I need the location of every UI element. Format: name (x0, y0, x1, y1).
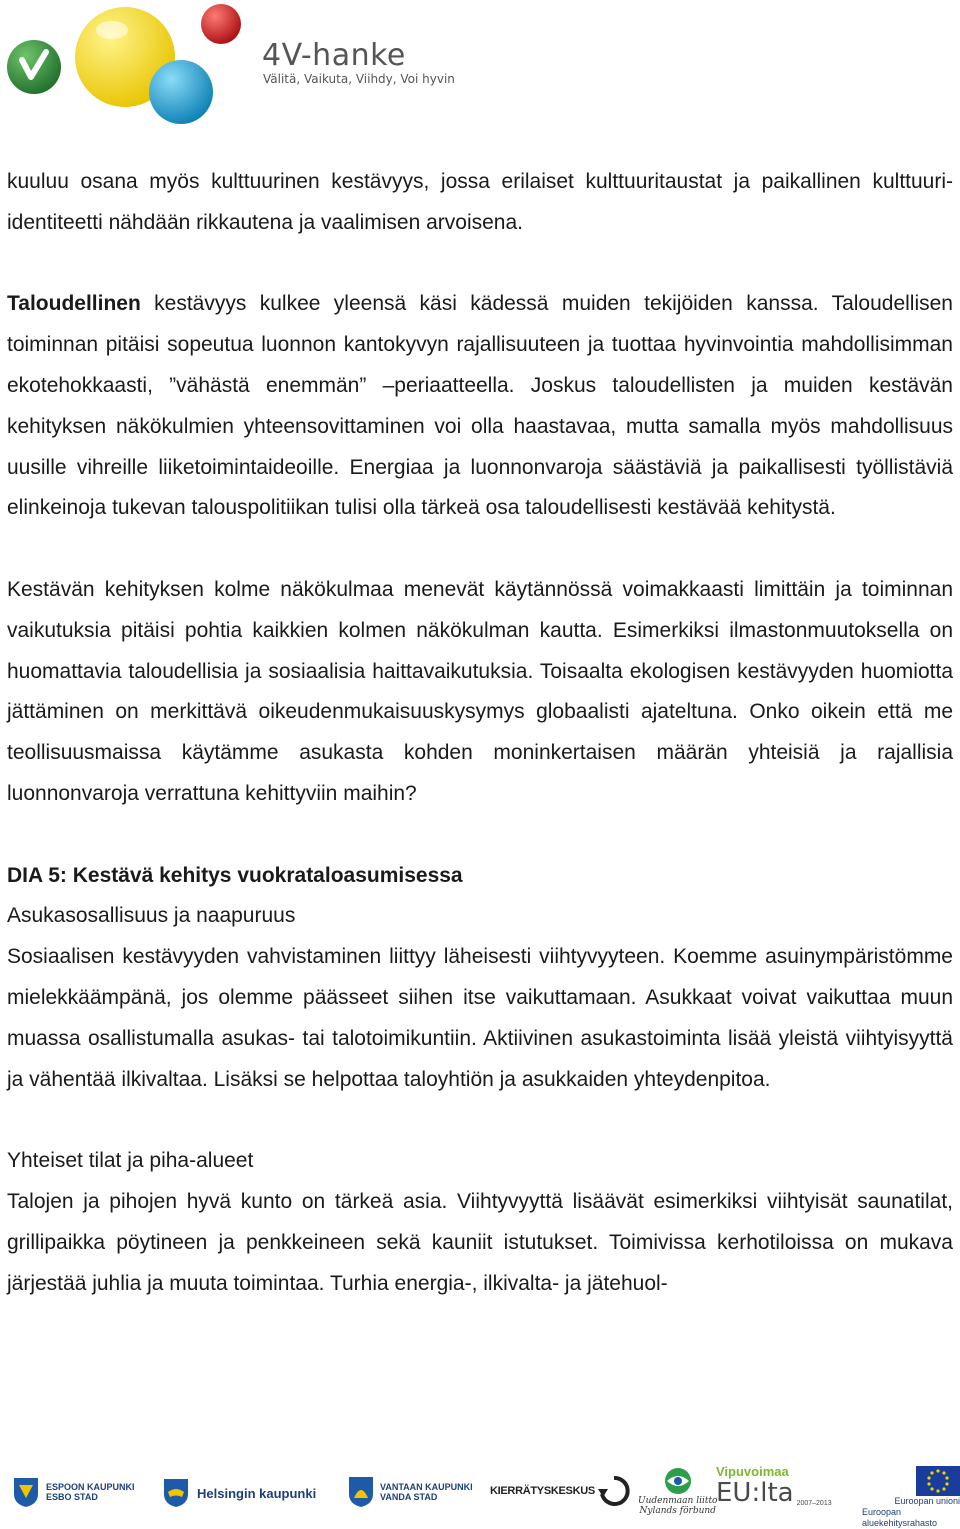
vantaa-name: VANTAAN KAUPUNKI (380, 1482, 473, 1492)
espoo-crest-icon (12, 1476, 40, 1508)
4v-logo-balls (0, 0, 250, 128)
kierratyskeskus-logo (490, 1474, 631, 1508)
eu-name: Euroopan unioni (894, 1496, 960, 1506)
paragraph-social-sustainability: Sosiaalisen kestävyyden vahvistaminen liittyy läheisesti viihtyvyyteen. Koemme asuinympäristömme mielekkäämpänä, jos olemme päässeet siihen itse vaikuttamaan. Asukkaat voivat vaikuttaa muun muassa osallistumalla asukas- tai talotoimikuntiin. Aktiivinen asukastoiminta lisää yleistä viihtyisyyttä ja vähentää ilkivaltaa. Lisäksi se helpottaa taloyhtiön ja asukkaiden yhteydenpitoa. (7, 945, 953, 1091)
document-body (7, 162, 953, 1304)
vantaa-crest-icon (348, 1476, 374, 1508)
paragraph-buildings-yards: Talojen ja pihojen hyvä kunto on tärkeä asia. Viihtyvyyttä lisäävät esimerkiksi viihtyisät saunatilat, grillipaikka pöytineen ja penkkeineen sekä kauniit istutukset. Toimivissa kerhotiloissa on mukava järjestää juhlia ja muuta toimintaa. Turhia energia-, ilkivalta- ja jätehuol- (7, 1189, 953, 1295)
espoo-name-sv: ESBO STAD (46, 1492, 98, 1502)
vipuvoimaa-text: Vipuvoimaa (716, 1464, 789, 1479)
partner-logos-footer (0, 1458, 960, 1526)
uudenmaan-liitto-logo (638, 1466, 717, 1516)
recycle-arrows-icon (597, 1474, 631, 1508)
nylands-forbund-name: Nylands förbund (639, 1506, 716, 1516)
paragraph-three-perspectives: Kestävän kehityksen kolme näkökulmaa menevät käytännössä voimakkaasti limittäin ja toiminnan vaikutuksia pitäisi pohtia kaikkien kolmen näkökulman kautta. Esimerkiksi ilmastonmuutoksella on huomattavia taloudellisia ja sosiaalisia haittavaikutuksia. Toisaalta ekologisen kestävyyden huomiotta jättäminen on merkittävä oikeudenmukaisuuskysymys globaalisti ajateltuna. Onko oikein että me teollisuusmaissa käytämme asukasta kohden moninkertaisen määrän yhteisiä ja rajallisia luonnonvaroja verrattuna kehittyviin maihin? (7, 577, 953, 805)
brand-title: 4V-hanke (262, 38, 406, 73)
espoo-name: ESPOON KAUPUNKI (46, 1482, 135, 1492)
helsinki-crest-icon (163, 1478, 189, 1508)
vantaa-logo (348, 1476, 473, 1508)
vantaa-name-sv: VANDA STAD (380, 1492, 438, 1502)
erdf-name: Euroopan aluekehitysrahasto (862, 1507, 938, 1528)
brand-tagline: Välitä, Vaikuta, Viihdy, Voi hyvin (263, 72, 455, 86)
paragraph-economic-sustainability (7, 284, 953, 529)
subheading-resident-participation: Asukasosallisuus ja naapuruus (7, 904, 296, 928)
eulta-years: 2007–2013 (796, 1500, 832, 1507)
eu-flag-icon (916, 1466, 960, 1496)
helsinki-name: Helsingin kaupunki (197, 1485, 317, 1501)
uudenmaan-liitto-name: Uudenmaan liitto (638, 1496, 718, 1506)
economic-term: Taloudellinen (7, 292, 141, 316)
kierratyskeskus-name: KIERRÄTYSKESKUS (490, 1485, 595, 1497)
espoo-logo (12, 1476, 135, 1508)
economic-text: kestävyys kulkee yleensä käsi kädessä muiden tekijöiden kanssa. Taloudellisen toiminnan pitäisi sopeutua luonnon kantokyvyn rajallisuuteen ja tuottaa hyvinvointia mahdollisimman ekotehokkaasti, ”vähästä enemmän” –periaatteella. Joskus taloudellisten ja muiden kestävän kehityksen näkökulmien yhteensovittaminen voi olla haastavaa, mutta samalla myös mahdollisuus uusille vihreille liiketoimintaideoille. Energiaa ja luonnonvaroja säästäviä ja paikallisesti työllistäviä elinkeinoja tukevan talouspolitiikan tulisi olla tärkeä osa taloudellisesti kestävää kehitystä. (7, 292, 953, 520)
eu-logo (862, 1466, 960, 1529)
eulta-text: EU:lta (716, 1478, 794, 1508)
paragraph-cultural-sustainability: kuuluu osana myös kulttuurinen kestävyys, jossa erilaiset kulttuuritaustat ja paikallinen kulttuuri-identiteetti nähdään rikkautena ja vaalimisen arvoisena. (7, 170, 953, 234)
helsinki-logo (163, 1478, 316, 1508)
section-heading-dia5: DIA 5: Kestävä kehitys vuokrataloasumisessa (7, 863, 463, 887)
vipuvoimaa-logo (716, 1464, 832, 1507)
uudenmaa-emblem-icon (661, 1466, 695, 1496)
page-header (0, 0, 960, 130)
subheading-common-spaces: Yhteiset tilat ja piha-alueet (7, 1149, 254, 1173)
